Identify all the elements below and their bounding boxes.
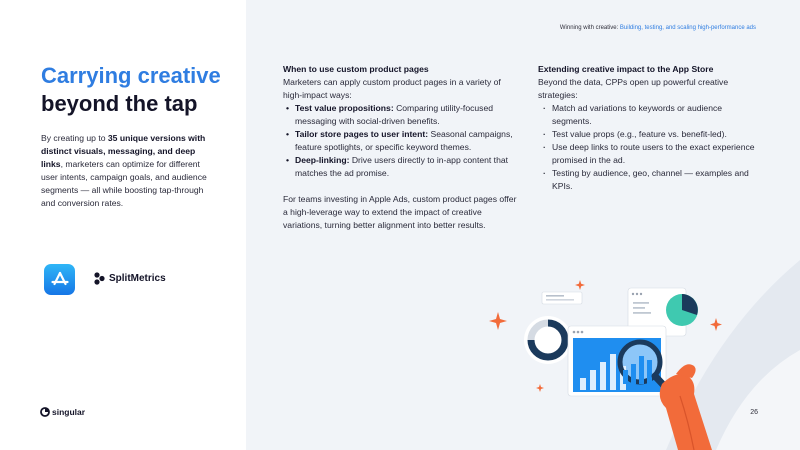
singular-label: singular (52, 407, 86, 417)
running-header-prefix: Winning with creative: (559, 25, 619, 31)
list-item (283, 154, 518, 180)
column-lead: Beyond the data, CPPs open up powerful creative strategies: (538, 77, 729, 100)
singular-mark-icon (40, 407, 50, 417)
list-item-text: Drive users directly to in-app content that matches the ad promise. (295, 155, 509, 178)
intro-highlight: 35 unique versions with distinct visuals, messaging, and deep links (41, 133, 206, 169)
use-cases-list (283, 102, 518, 180)
sparkle-icon (536, 384, 544, 392)
column-closing: For teams investing in Apple Ads, custom product pages offer a high-leverage way to extend the impact of creative variations, turning better alignment into better results. (283, 194, 517, 230)
bar-icon (590, 370, 596, 390)
column-heading: Extending creative impact to the App Store (538, 64, 714, 74)
list-item (283, 128, 518, 154)
app-store-icon (44, 264, 75, 295)
title-line-dark: beyond the tap (41, 91, 198, 116)
running-header-accent: Building, testing, and scaling high-performance ads (618, 25, 756, 31)
list-item: · Match ad variations to keywords or audience segments. (538, 102, 763, 128)
page-number: 26 (750, 409, 758, 416)
column-lead: Marketers can apply custom product pages in a variety of high-impact ways: (283, 77, 501, 100)
list-item-text: Seasonal campaigns, feature spotlights, or specific keyword themes. (295, 129, 513, 152)
list-item-title: Deep-linking: (295, 155, 350, 165)
list-item (283, 102, 518, 128)
sparkle-icon (575, 280, 585, 290)
sparkle-icon (710, 318, 722, 331)
intro-text-end: , marketers can optimize for different user intents, campaign goals, and audience segments — all while boosting tap-through and conversion rates. (41, 159, 207, 208)
page-title (41, 62, 241, 118)
column-heading: When to use custom product pages (283, 64, 429, 74)
bar-icon (610, 354, 616, 390)
info-card (542, 292, 582, 304)
strategies-list (538, 102, 763, 193)
left-panel (0, 0, 246, 450)
running-header (560, 25, 756, 31)
bar-icon (600, 362, 606, 390)
intro-text-start: By creating up to (41, 133, 108, 143)
splitmetrics-label: SplitMetrics (109, 273, 166, 284)
singular-logo (40, 407, 85, 417)
list-item: · Testing by audience, geo, channel — examples and KPIs. (538, 167, 763, 193)
sparkle-icon (489, 312, 507, 330)
analytics-illustration (480, 270, 800, 450)
splitmetrics-logo (94, 272, 166, 285)
list-item-title: Tailor store pages to user intent: (295, 129, 429, 139)
title-line-accent: Carrying creative (41, 63, 221, 88)
list-item-title: Test value propositions: (295, 103, 394, 113)
splitmetrics-mark-icon (94, 272, 105, 285)
list-item: · Use deep links to route users to the exact experience promised in the ad. (538, 141, 763, 167)
app-store-column (538, 63, 763, 193)
custom-pages-column (283, 63, 518, 232)
list-item-text: Comparing utility-focused messaging with social-driven benefits. (295, 103, 494, 126)
bar-icon (580, 378, 586, 390)
list-item: · Test value props (e.g., feature vs. benefit-led). (538, 128, 763, 141)
intro-paragraph (41, 132, 211, 210)
hand-icon (660, 374, 712, 450)
